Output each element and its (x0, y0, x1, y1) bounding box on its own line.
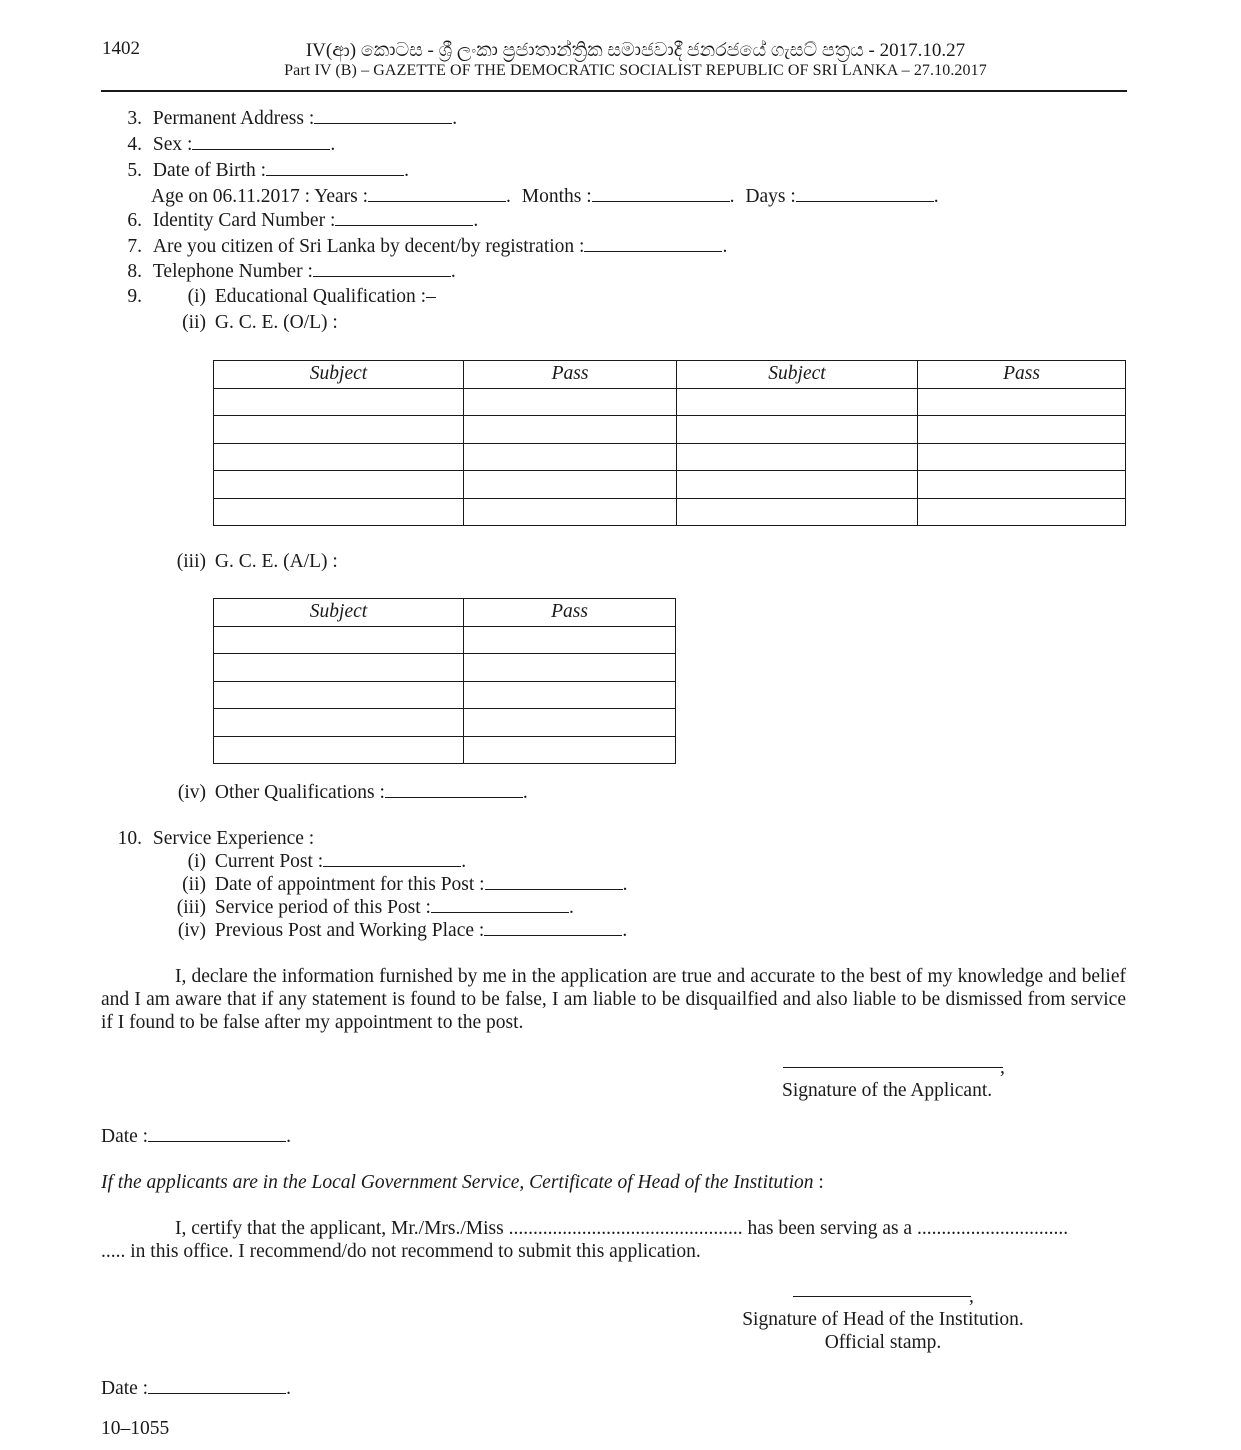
column-header-pass: Pass (464, 361, 677, 389)
date-label: Date : (101, 1378, 149, 1399)
field-citizenship: 7. Are you citizen of Sri Lanka by decent/by registration : . (100, 235, 727, 258)
table-cell[interactable] (214, 443, 464, 471)
sub-number: (i) (187, 851, 206, 872)
field-label: Date of appointment for this Post : (214, 874, 485, 895)
table-cell[interactable] (214, 709, 464, 737)
field-number: 6. (127, 210, 142, 231)
table-cell[interactable] (464, 471, 677, 499)
table-cell[interactable] (214, 388, 464, 416)
certificate-heading (101, 1171, 824, 1194)
applicant-date: Date : . (101, 1126, 291, 1147)
column-header-subject: Subject (677, 361, 918, 389)
table-cell[interactable] (464, 681, 676, 709)
answer-line[interactable] (385, 783, 523, 798)
table-row (214, 736, 676, 764)
table-cell[interactable] (214, 654, 464, 682)
table-cell[interactable] (918, 416, 1126, 444)
table-row (214, 443, 1126, 471)
answer-line[interactable] (431, 898, 569, 913)
answer-line[interactable] (323, 852, 461, 867)
field-label: Service Experience : (152, 828, 315, 849)
sub-number: (iii) (176, 551, 206, 572)
age-years-label: Age on 06.11.2017 : Years : (151, 186, 369, 207)
edu-sub-iii (150, 550, 338, 573)
header-title-sinhala: IV(ආ) කොටස - ශ්‍රී ලංකා ප්‍රජාතාන්ත්‍රික සමාජවාදී ජනරජයේ ගැසට් පත්‍රය - 2017.10.27 (305, 40, 966, 61)
table-cell[interactable] (214, 498, 464, 526)
table-row (214, 471, 1126, 499)
comma: , (1000, 1057, 1005, 1078)
table-cell[interactable] (464, 416, 677, 444)
certificate-text-line-2: ..... in this office. I recommend/do not recommend to submit this application. (101, 1241, 701, 1262)
table-cell[interactable] (918, 471, 1126, 499)
page-number: 1402 (102, 38, 140, 59)
field-identity-card-number: 6. Identity Card Number : . (100, 209, 478, 232)
table-row (214, 681, 676, 709)
table-cell[interactable] (214, 416, 464, 444)
answer-line[interactable] (592, 187, 730, 202)
table-cell[interactable] (677, 443, 918, 471)
table-header-row (214, 361, 1126, 389)
field-permanent-address: 3. Permanent Address : . (100, 107, 457, 130)
answer-line[interactable] (148, 1127, 286, 1142)
table-header-row (214, 599, 676, 627)
certificate-heading-colon: : (818, 1172, 824, 1193)
table-row (214, 709, 676, 737)
table-cell[interactable] (214, 736, 464, 764)
field-label: Other Qualifications : (214, 782, 385, 803)
head-signature-label: Signature of Head of the Institution. (742, 1309, 1024, 1330)
al-results-table (213, 598, 676, 764)
service-item-previous-post: (iv) Previous Post and Working Place : . (150, 919, 627, 942)
table-cell[interactable] (464, 709, 676, 737)
age-days-label: Days : (745, 186, 796, 207)
declaration-paragraph: I, declare the information furnished by me in the application are true and accurate to the best of my knowledge and belief and I am aware that if any statement is found to be false, I am liable to be disquailfied and also liable to be dismissed from service if I found to be false after my appointment to the post. (101, 966, 1126, 1033)
field-label: Service period of this Post : (214, 897, 431, 918)
age-months-label: Months : (521, 186, 592, 207)
ol-results-table (213, 360, 1126, 526)
table-row (214, 388, 1126, 416)
answer-line[interactable] (192, 135, 330, 150)
certificate-text-line-1: I, certify that the applicant, Mr./Mrs./Miss ................................................ has been serving as a ............................... (175, 1218, 1069, 1239)
answer-line[interactable] (314, 109, 452, 124)
field-label: Previous Post and Working Place : (214, 920, 485, 941)
field-label: Educational Qualification :– (214, 286, 436, 307)
field-number: 4. (127, 134, 142, 155)
table-cell[interactable] (464, 654, 676, 682)
comma: , (969, 1286, 974, 1307)
table-cell[interactable] (214, 471, 464, 499)
table-cell[interactable] (677, 498, 918, 526)
field-label: Permanent Address : (152, 108, 315, 129)
answer-line[interactable] (485, 875, 623, 890)
column-header-pass: Pass (464, 599, 676, 627)
table-cell[interactable] (677, 388, 918, 416)
edu-sub-iv: (iv) Other Qualifications : . (150, 781, 528, 804)
answer-line[interactable] (313, 262, 451, 277)
field-number: 3. (127, 108, 142, 129)
field-label: Date of Birth : (152, 160, 267, 181)
head-signature-line[interactable] (793, 1296, 971, 1297)
head-date: Date : . (101, 1378, 291, 1399)
field-number: 9. (127, 286, 142, 307)
field-sex: 4. Sex : . (100, 133, 335, 156)
table-cell[interactable] (214, 626, 464, 654)
field-number: 7. (127, 236, 142, 257)
applicant-signature-label: Signature of the Applicant. (782, 1080, 993, 1101)
column-header-subject: Subject (214, 361, 464, 389)
table-cell[interactable] (918, 443, 1126, 471)
edu-sub-i (150, 285, 436, 308)
table-cell[interactable] (464, 388, 677, 416)
sub-number: (iii) (176, 897, 206, 918)
answer-line[interactable] (335, 211, 473, 226)
table-cell[interactable] (464, 443, 677, 471)
table-cell[interactable] (464, 626, 676, 654)
field-label: Telephone Number : (152, 261, 313, 282)
table-row (214, 498, 1126, 526)
field-label: Identity Card Number : (152, 210, 336, 231)
service-item-current-post: (i) Current Post : . (150, 850, 466, 873)
certificate-heading-text: If the applicants are in the Local Government Service, Certificate of Head of the Institution (101, 1172, 814, 1193)
sub-number: (ii) (182, 312, 206, 333)
field-label: G. C. E. (A/L) : (214, 551, 338, 572)
sub-number: (iv) (177, 782, 206, 803)
field-number: 10. (117, 828, 142, 849)
field-label: Are you citizen of Sri Lanka by decent/by registration : (152, 236, 585, 257)
table-cell[interactable] (677, 416, 918, 444)
service-item-appointment-date: (ii) Date of appointment for this Post : . (150, 873, 627, 896)
field-age: Age on 06.11.2017 : Years : . Months : . Days : . (151, 186, 939, 207)
answer-line[interactable] (796, 187, 934, 202)
sub-number: (i) (187, 286, 206, 307)
field-telephone-number: 8. Telephone Number : . (100, 260, 456, 283)
field-educational-qualification (100, 285, 142, 308)
column-header-pass: Pass (918, 361, 1126, 389)
table-cell[interactable] (677, 471, 918, 499)
official-stamp-label: Official stamp. (824, 1332, 942, 1353)
column-header-subject: Subject (214, 599, 464, 627)
answer-line[interactable] (266, 161, 404, 176)
edu-sub-ii (150, 311, 338, 334)
table-row (214, 654, 676, 682)
sub-number: (ii) (182, 874, 206, 895)
answer-line[interactable] (484, 921, 622, 936)
table-cell[interactable] (918, 388, 1126, 416)
table-cell[interactable] (464, 498, 677, 526)
field-number: 5. (127, 160, 142, 181)
answer-line[interactable] (148, 1379, 286, 1394)
date-label: Date : (101, 1126, 149, 1147)
sub-number: (iv) (177, 920, 206, 941)
header-title-english: Part IV (B) – GAZETTE OF THE DEMOCRATIC SOCIALIST REPUBLIC OF SRI LANKA – 27.10.2017 (284, 62, 987, 79)
table-cell[interactable] (918, 498, 1126, 526)
field-label: G. C. E. (O/L) : (214, 312, 338, 333)
header-rule (101, 90, 1127, 92)
field-number: 8. (127, 261, 142, 282)
field-label: Current Post : (214, 851, 324, 872)
applicant-signature-line[interactable] (783, 1067, 1003, 1068)
field-service-experience (100, 827, 314, 850)
table-cell[interactable] (464, 736, 676, 764)
table-cell[interactable] (214, 681, 464, 709)
table-row (214, 626, 676, 654)
footer-code: 10–1055 (101, 1418, 170, 1439)
field-date-of-birth: 5. Date of Birth : . (100, 159, 409, 182)
field-label: Sex : (152, 134, 193, 155)
table-row (214, 416, 1126, 444)
service-item-service-period: (iii) Service period of this Post : . (150, 896, 574, 919)
answer-line[interactable] (584, 237, 722, 252)
answer-line[interactable] (368, 187, 506, 202)
